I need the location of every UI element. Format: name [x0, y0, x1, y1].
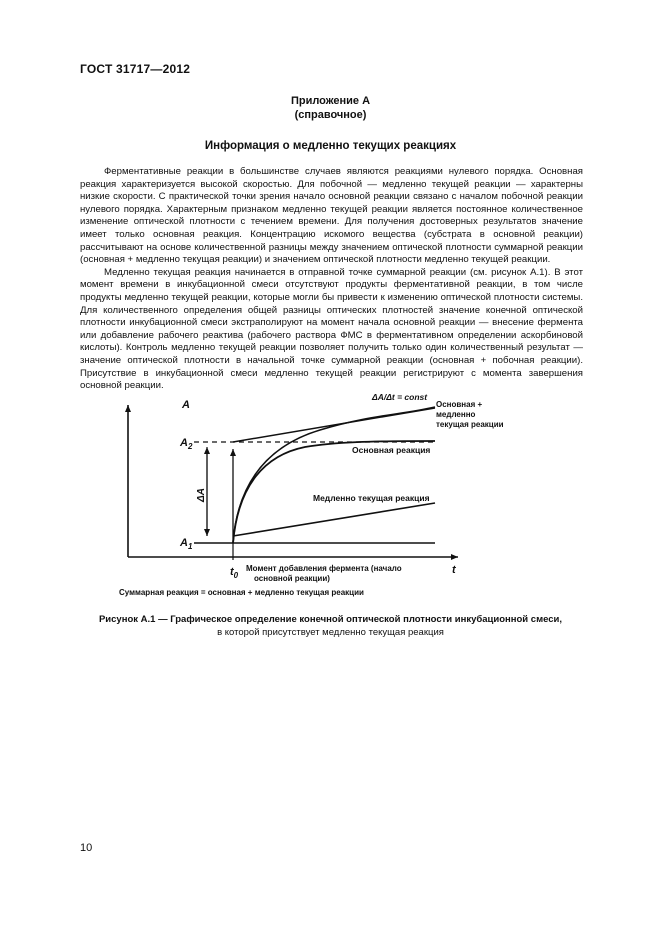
page-number: 10 [80, 842, 93, 854]
sum-curve-label-2: медленно [436, 410, 476, 419]
annex-title: Приложение А [290, 95, 371, 107]
paragraph-2: Медленно текущая реакция начинается в отправной точке суммарной реакции (см. рисунок А.1). В этот момент времени в инкубационной смеси отсутствуют продукты ферментативной реакции, в том числе продукты медленно текущей реакции, которые могли бы привести к изменению оптической плотности системы. Для количественного определения общей разницы оптических плотностей значение конечной оптической плотности инкубационной смеси экстраполируют на момент начала основной реакции — внесение фермента или добавление рабочего реактива (рабочего раствора ФМС в ферментативном определении аскорбиновой кислоты). Контроль медленно текущей реакции позволяет получить только один количественный результат — значение оптической плотности в начальной точке суммарной реакции (основная + побочная реакции). Присутствие в инкубационной смеси медленно текущей реакции регистрируют с момента завершения основной реакции. [80, 266, 583, 392]
x-axis-label: t [452, 564, 456, 576]
caption-line-1: Рисунок А.1 — Графическое определение конечной оптической плотности инкубационной смеси, [98, 614, 563, 625]
t0-label: $t_0$ [230, 566, 239, 580]
sum-note-label: Суммарная реакция = основная + медленно текущая реакции [119, 588, 364, 597]
section-title: Информация о медленно текущих реакциях [204, 140, 457, 152]
document-header: ГОСТ 31717—2012 [80, 62, 191, 76]
caption-line-2: в которой присутствует медленно текущая реакция [217, 626, 444, 638]
figure-caption [0, 614, 661, 639]
sum-reaction-curve [233, 407, 435, 543]
a1-label: $A_1$ [180, 537, 193, 551]
body-text [80, 166, 583, 393]
annex-heading [0, 94, 661, 122]
figure-a1 [80, 385, 583, 615]
paragraph-1: Ферментативные реакции в большинстве случаев являются реакциями нулевого порядка. Основная реакция характеризуется высокой скоростью. Для побочной — медленно текущей реакции — характерны низкие скорости. С практической точки зрения начало основной реакции связано с началом побочной реакции нулевого порядка. Характерным признаком медленно текущей реакции является постоянное количественное изменение оптической плотности с течением времени. Для получения достоверных результатов значение имеет только основная реакция. Концентрацию искомого вещества (субстрата в основной реакции) рассчитывают на основе количественной разницы между значением оптической плотности суммарной реакции (основная + медленно текущая реакции) и значением оптической плотности медленно текущей реакции. [80, 166, 583, 266]
main-reaction-curve [233, 441, 435, 543]
delta-a-label: ΔA [196, 488, 207, 502]
const-label: ΔA/Δt = const [372, 392, 428, 402]
a2-label: $A_2$ [180, 437, 193, 451]
sum-curve-label-1: Основная + [436, 400, 483, 409]
slow-reaction-line [233, 503, 435, 536]
moment-label-1: Момент добавления фермента (начало [246, 564, 402, 573]
sum-curve-label-3: текущая реакции [436, 420, 504, 429]
moment-label-2: основной реакции) [254, 574, 330, 583]
y-axis-label: A [182, 399, 190, 411]
figure-graph [80, 385, 583, 615]
slow-reaction-label: Медленно текущая реакция [313, 493, 430, 503]
annex-subtitle: (справочное) [294, 109, 367, 121]
main-reaction-label: Основная реакция [352, 445, 431, 455]
